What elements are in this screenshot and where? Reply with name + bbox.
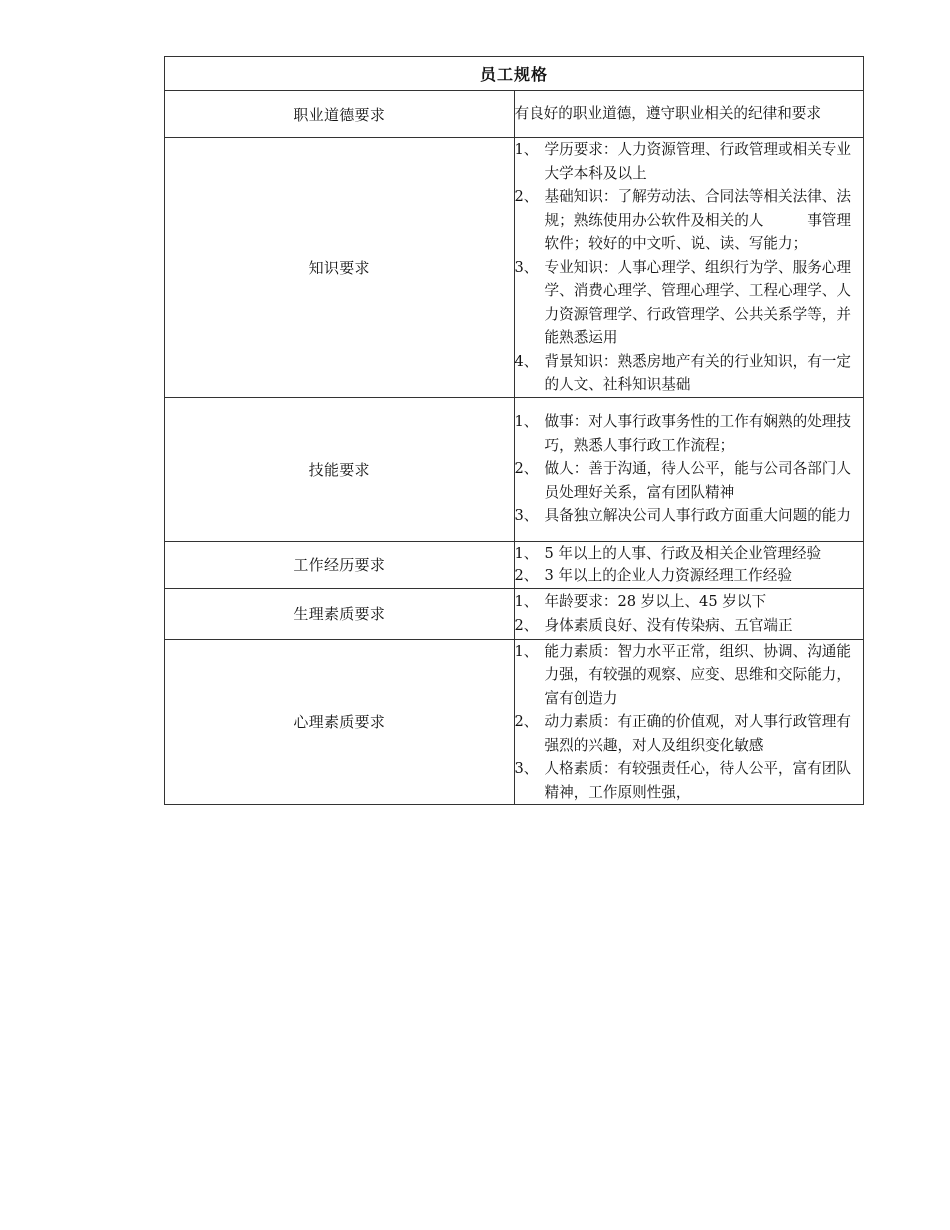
list-item — [515, 256, 864, 350]
row-content — [514, 91, 864, 138]
item-number: 3、 — [514, 507, 539, 525]
item-text: 人格素质：有较强责任心，待人公平，富有团队精神，工作原则性强， — [544, 760, 851, 801]
item-number: 2、 — [514, 460, 539, 478]
list-item — [515, 138, 864, 185]
item-number: 1、 — [514, 413, 539, 431]
row-content — [514, 397, 864, 541]
row-content — [514, 639, 864, 805]
table-row — [165, 588, 864, 639]
item-text: 5 年以上的人事、行政及相关企业管理经验 — [544, 545, 822, 562]
item-number: 1、 — [514, 141, 539, 158]
item-number: 2、 — [514, 566, 539, 584]
item-text: 专业知识：人事心理学、组织行为学、服务心理学、消费心理学、管理心理学、工程心理学、人力资源管理学、行政管理学、公共关系学等，并能熟悉运用 — [544, 258, 851, 346]
item-text: 做人：善于沟通，待人公平，能与公司各部门人员处理好关系，富有团队精神 — [544, 460, 851, 501]
table-row — [165, 91, 864, 138]
item-text: 3 年以上的企业人力资源经理工作经验 — [544, 566, 792, 584]
item-text: 动力素质：有正确的价值观，对人事行政管理有强烈的兴趣，对人及组织变化敏感 — [544, 713, 851, 754]
table-row — [165, 138, 864, 398]
table-row — [165, 639, 864, 805]
row-label: 知识要求 — [165, 138, 515, 398]
item-number: 3、 — [514, 760, 539, 777]
item-text: 背景知识：熟悉房地产有关的行业知识，有一定的人文、社科知识基础 — [544, 352, 851, 393]
list-item — [515, 457, 864, 504]
item-number: 2、 — [514, 713, 539, 730]
list-item — [515, 614, 864, 638]
item-text: 身体素质良好、没有传染病、五官端正 — [544, 616, 793, 634]
row-label: 工作经历要求 — [165, 541, 515, 588]
row-label: 心理素质要求 — [165, 639, 515, 805]
item-number: 1、 — [514, 593, 539, 610]
item-text: 能力素质：智力水平正常，组织、协调、沟通能力强，有较强的观察、应变、思维和交际能力，富有创造力 — [544, 642, 851, 707]
item-text: 年龄要求：28 岁以上、45 岁以下 — [544, 593, 767, 610]
item-number: 1、 — [514, 545, 539, 562]
employee-spec-table — [164, 56, 864, 805]
title-row — [165, 57, 864, 91]
item-number: 4、 — [514, 352, 539, 370]
row-label: 职业道德要求 — [165, 91, 515, 138]
item-number: 2、 — [514, 616, 539, 634]
row-content — [514, 588, 864, 639]
item-number: 2、 — [514, 188, 539, 205]
list-item — [515, 757, 864, 804]
row-label: 生理素质要求 — [165, 588, 515, 639]
list-item — [515, 185, 864, 256]
item-text: 基础知识：了解劳动法、合同法等相关法律、法规；熟练使用办公软件及相关的人 事管理软件；较好的中文听、说、读、写能力； — [544, 188, 851, 252]
item-text: 具备独立解决公司人事行政方面重大问题的能力 — [544, 507, 851, 525]
list-item — [515, 350, 864, 397]
list-item — [515, 710, 864, 757]
row-content — [514, 541, 864, 588]
item-text: 有良好的职业道德，遵守职业相关的纪律和要求 — [514, 105, 821, 123]
item-text: 做事：对人事行政事务性的工作有娴熟的处理技巧，熟悉人事行政工作流程； — [544, 413, 851, 454]
list-item — [515, 564, 864, 588]
list-item — [515, 542, 864, 566]
item-number: 3、 — [514, 258, 539, 276]
list-item — [515, 410, 864, 457]
item-text: 学历要求：人力资源管理、行政管理或相关专业大学本科及以上 — [544, 141, 851, 182]
table-title: 员工规格 — [165, 57, 864, 91]
list-item — [515, 504, 864, 528]
item-number: 1、 — [514, 642, 539, 660]
list-item — [515, 102, 864, 126]
table-row — [165, 541, 864, 588]
row-label: 技能要求 — [165, 397, 515, 541]
row-content — [514, 138, 864, 398]
list-item — [515, 640, 864, 711]
list-item — [515, 590, 864, 614]
table-row — [165, 397, 864, 541]
